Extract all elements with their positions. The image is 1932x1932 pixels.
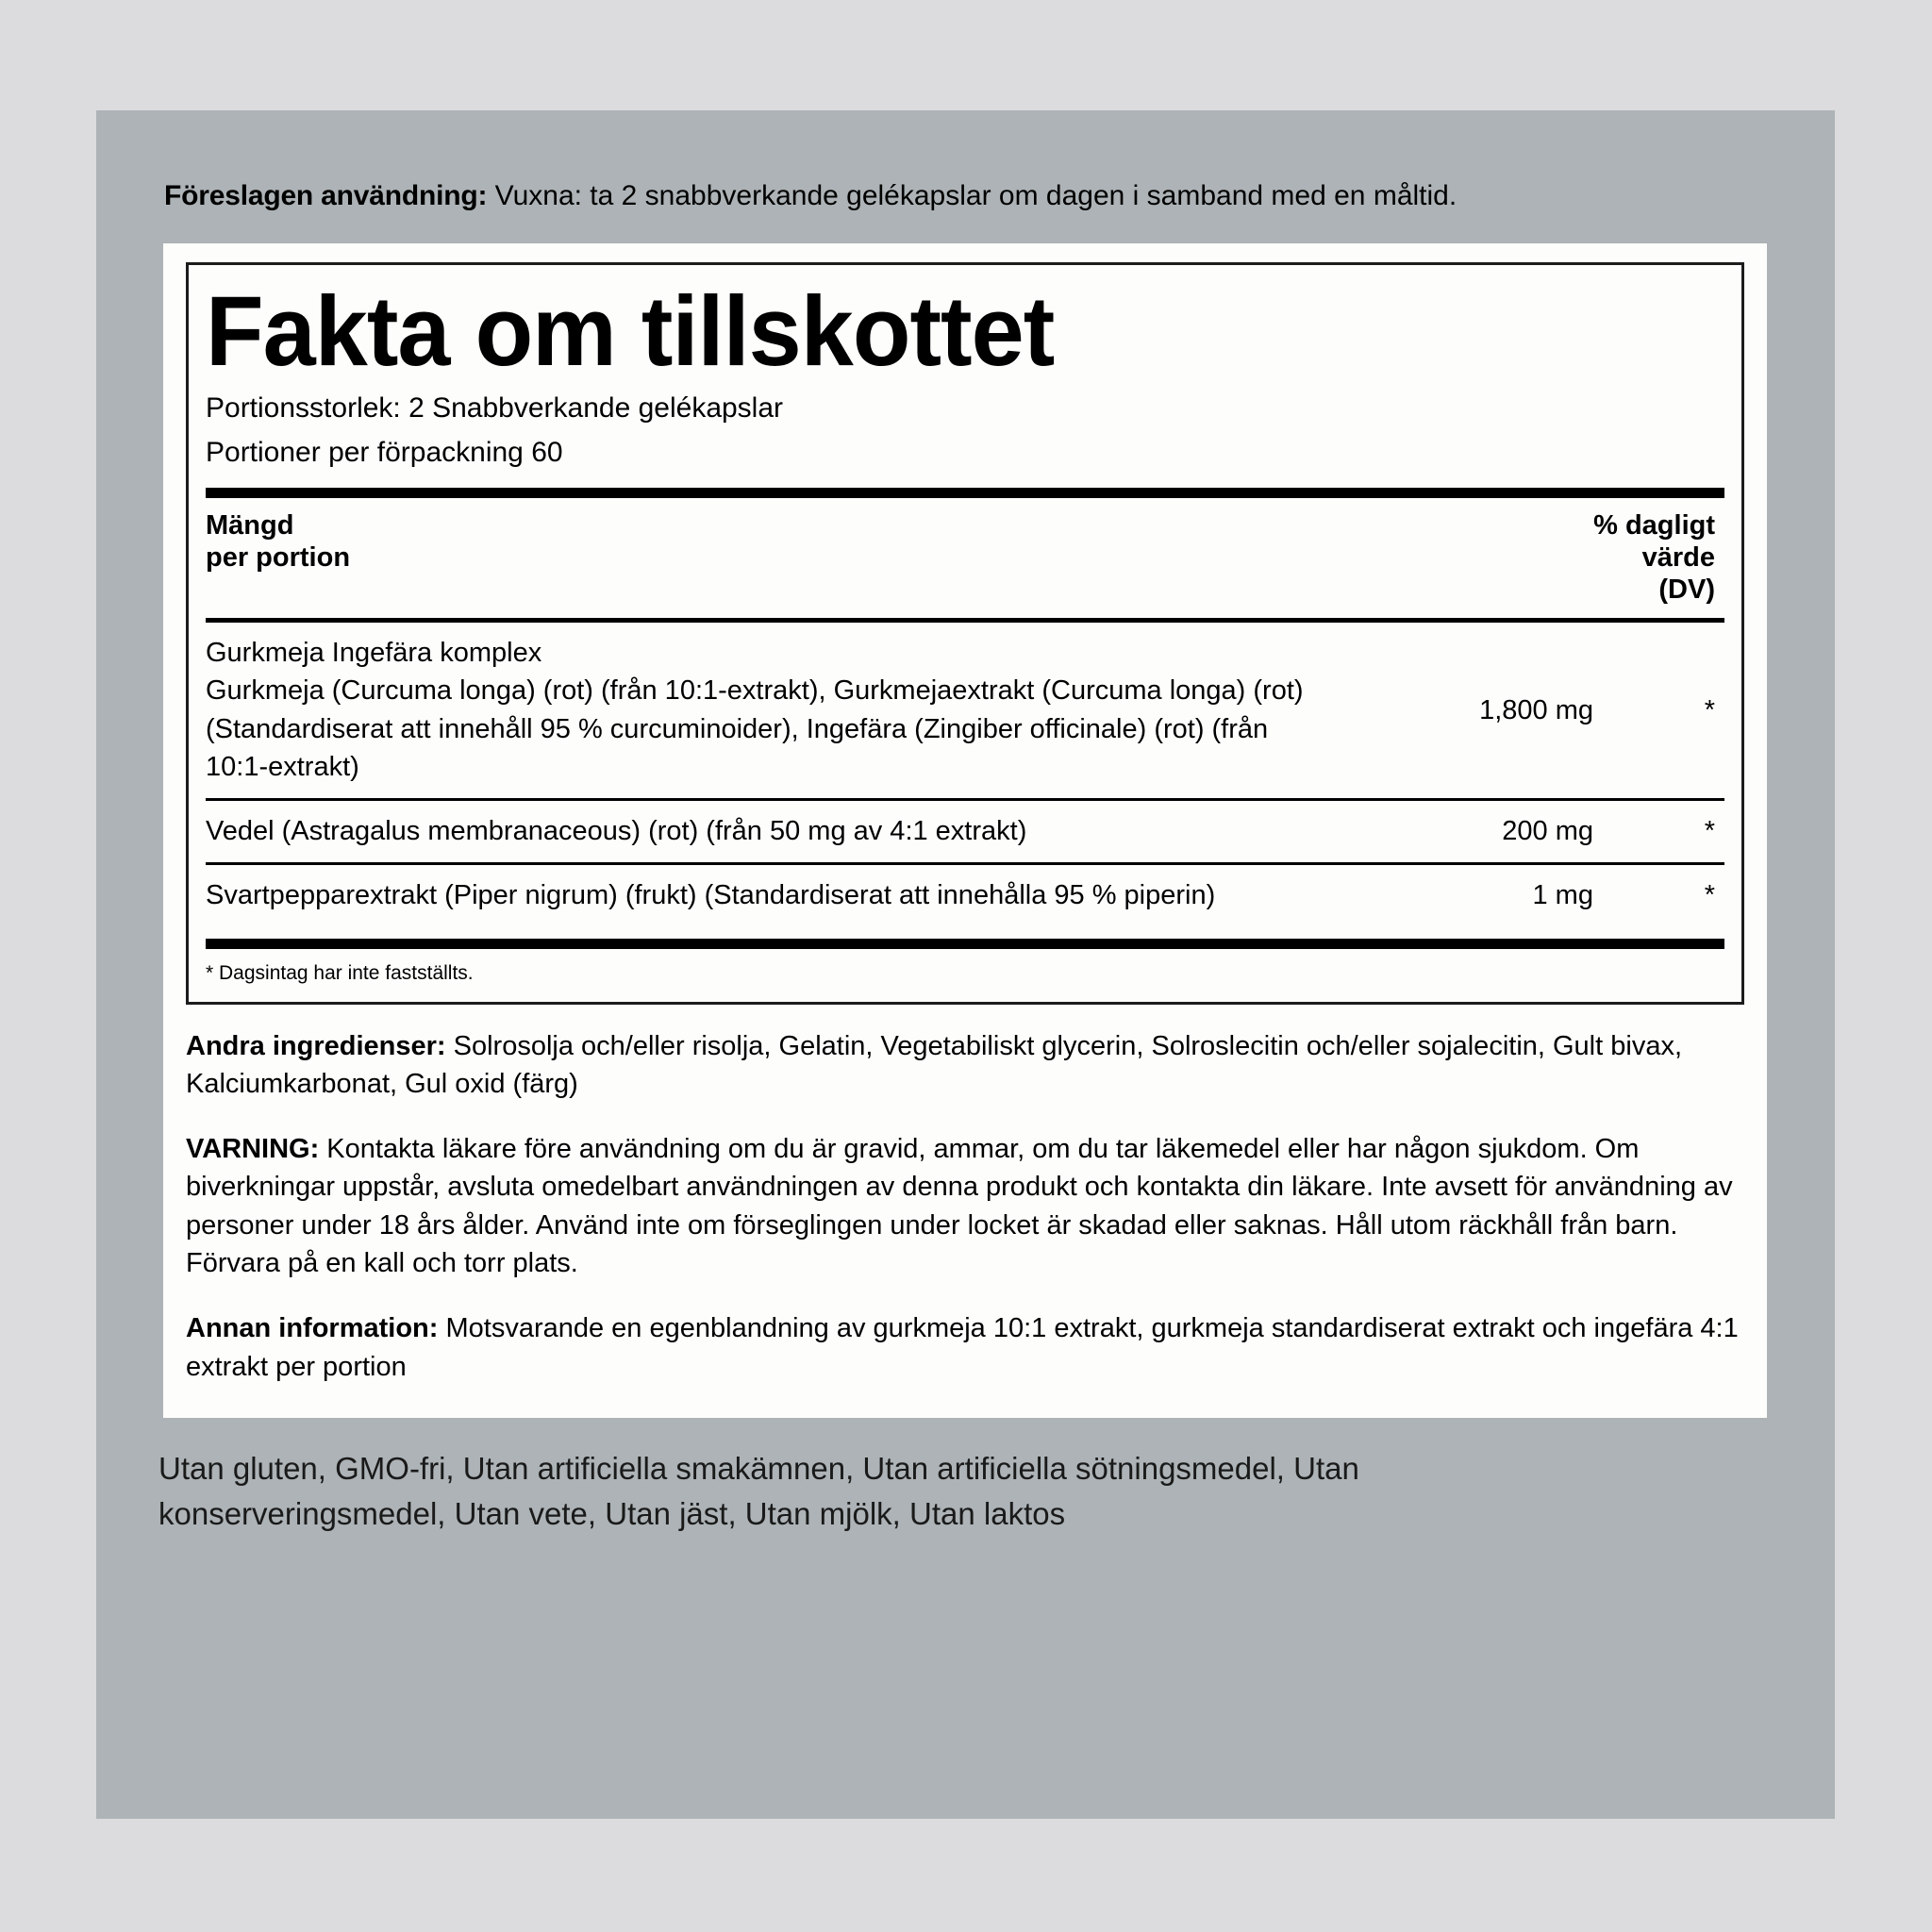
- servings-per-container: Portioner per förpackning 60: [206, 436, 563, 468]
- other-ingredients-text: Solrosolja och/eller risolja, Gelatin, Vegetabiliskt glycerin, Solroslecitin och/eller sojalecitin, Gult bivax, Kalciumkarbonat, Gul oxid (färg): [186, 1030, 1682, 1100]
- warning-label: VARNING:: [186, 1133, 320, 1164]
- nutrient-name: Vedel (Astragalus membranaceous) (rot) (från 50 mg av 4:1 extrakt): [206, 816, 1027, 847]
- divider-thick-bottom: [206, 939, 1724, 949]
- header-daily-value: [1353, 498, 1724, 620]
- other-ingredients-paragraph: [186, 1005, 1744, 1104]
- nutrient-amount: 1 mg: [1532, 879, 1593, 910]
- product-claims: Utan gluten, GMO-fri, Utan artificiella smakämnen, Utan artificiella sötningsmedel, Utan konserveringsmedel, Utan vete, Utan jäst, Utan mjölk, Utan laktos: [158, 1451, 1359, 1531]
- page-title: Fakta om tillskottet: [206, 276, 1055, 387]
- other-information-paragraph: [186, 1283, 1744, 1386]
- divider-thick-top: [206, 488, 1724, 498]
- daily-value-footnote: * Dagsintag har inte fastställts.: [206, 962, 474, 985]
- other-ingredients-label: Andra ingredienser:: [186, 1030, 446, 1061]
- nutrient-name-line: Gurkmeja Ingefära komplex: [206, 637, 542, 668]
- nutrient-table: [206, 498, 1724, 925]
- nutrient-daily-value: *: [1704, 816, 1715, 847]
- suggested-use-text: [487, 180, 494, 211]
- nutrient-daily-value: *: [1704, 694, 1715, 725]
- header-dv-line1: % dagligt: [1593, 510, 1715, 541]
- table-row: [206, 865, 1724, 926]
- nutrient-name-line: Gurkmeja (Curcuma longa) (rot) (från 10:1-extrakt), Gurkmejaextrakt (Curcuma longa) (rot) (Standardiserat att innehåll 95 % curcuminoider), Ingefära (Zingiber officinale) (rot) (från 10:1-extrakt): [206, 675, 1304, 783]
- serving-size: Portionsstorlek: 2 Snabbverkande gelékapslar: [206, 392, 784, 424]
- supplement-facts-box: [186, 262, 1744, 1005]
- nutrient-amount: 200 mg: [1502, 816, 1593, 847]
- nutrient-name: [206, 623, 1353, 800]
- table-row: [206, 801, 1724, 863]
- table-row: [206, 623, 1724, 800]
- header-amount-line2: per portion: [206, 542, 351, 574]
- supplement-facts-card: [163, 243, 1767, 1418]
- header-dv-line2: värde: [1641, 542, 1715, 574]
- table-header-row: [206, 498, 1724, 620]
- header-amount-per-serving: [206, 498, 1353, 620]
- suggested-use-line: [164, 178, 1768, 214]
- nutrient-daily-value: *: [1704, 879, 1715, 910]
- suggested-use-label: Föreslagen användning:: [164, 180, 488, 211]
- nutrient-amount: 1,800 mg: [1479, 694, 1593, 725]
- nutrient-name: Svartpepparextrakt (Piper nigrum) (frukt) (Standardiserat att innehålla 95 % piperin): [206, 879, 1216, 910]
- warning-paragraph: [186, 1104, 1744, 1283]
- other-info-text: Motsvarande en egenblandning av gurkmeja 10:1 extrakt, gurkmeja standardiserat extrakt och ingefära 4:1 extrakt per portion: [186, 1313, 1739, 1382]
- header-amount-line1: Mängd: [206, 510, 294, 541]
- warning-text: Kontakta läkare före användning om du är gravid, ammar, om du tar läkemedel eller har någon sjukdom. Om biverkningar uppstår, avsluta omedelbart användningen av denna produkt och kontakta din läkare. Inte avsett för användning av personer under 18 års ålder. Använd inte om förseglingen under locket är skadad eller saknas. Håll utom räckhåll från barn. Förvara på en kall och torr plats.: [186, 1133, 1733, 1279]
- suggested-use-value: Vuxna: ta 2 snabbverkande gelékapslar om dagen i samband med en måltid.: [494, 180, 1457, 211]
- other-info-label: Annan information:: [186, 1313, 439, 1344]
- label-panel: [96, 110, 1835, 1819]
- header-dv-line3: (DV): [1658, 575, 1715, 606]
- card-bottom-spacer: [163, 1386, 1767, 1418]
